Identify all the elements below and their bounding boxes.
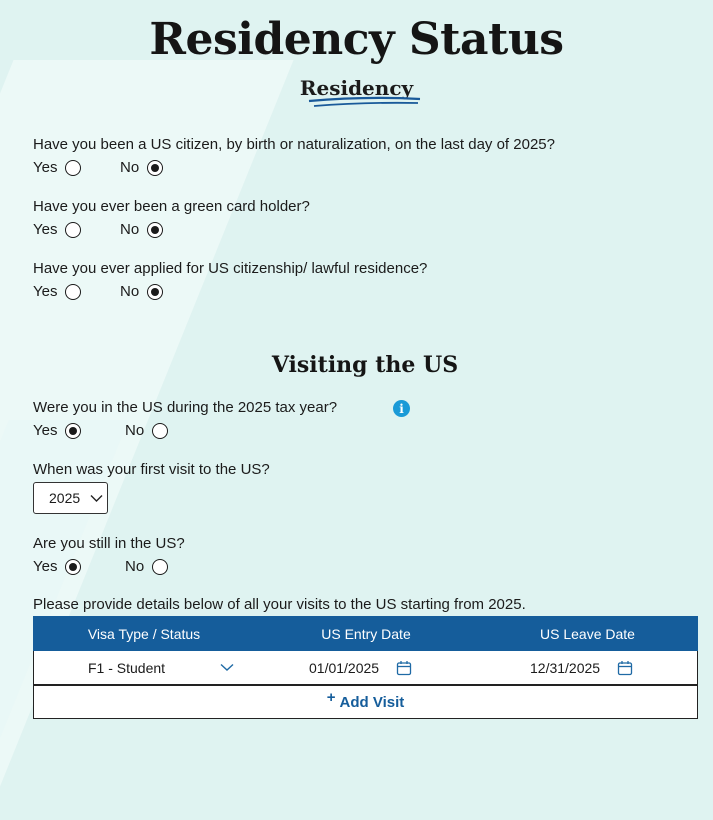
option-us-citizen-no[interactable]: [120, 159, 163, 176]
question-applied-citizenship: Have you ever applied for US citizenship/ lawful residence?: [33, 260, 428, 277]
option-label: No: [120, 283, 140, 300]
option-tax-year-yes[interactable]: [33, 422, 81, 439]
radio-us-citizen-no[interactable]: [147, 160, 163, 176]
option-label: Yes: [33, 221, 58, 238]
section-title-visiting: Visiting the US: [271, 352, 459, 378]
chevron-down-icon: [90, 494, 103, 503]
option-green-card-no[interactable]: [120, 221, 163, 238]
leave-date-value: 12/31/2025: [530, 659, 601, 676]
option-tax-year-no[interactable]: [125, 422, 168, 439]
option-still-no[interactable]: [125, 558, 168, 575]
column-header-entry: US Entry Date: [321, 625, 411, 642]
radio-applied-yes[interactable]: [65, 284, 81, 300]
option-still-yes[interactable]: [33, 558, 81, 575]
page-title: Residency Status: [149, 14, 564, 65]
visa-type-select[interactable]: [34, 651, 256, 685]
option-label: Yes: [33, 283, 58, 300]
question-us-citizen: Have you been a US citizen, by birth or naturalization, on the last day of 2025?: [33, 136, 555, 153]
option-label: Yes: [33, 422, 58, 439]
add-visit-label: Add Visit: [339, 693, 405, 711]
entry-date-field[interactable]: [256, 651, 478, 685]
option-applied-no[interactable]: [120, 283, 163, 300]
tab-underline: [306, 96, 424, 108]
tab-residency[interactable]: Residency: [299, 76, 414, 100]
leave-date-field[interactable]: [478, 651, 699, 685]
add-visit-button[interactable]: [33, 685, 698, 719]
radio-still-no[interactable]: [152, 559, 168, 575]
visits-table: [33, 616, 698, 719]
question-tax-year: Were you in the US during the 2025 tax year?: [33, 399, 338, 416]
option-label: No: [120, 159, 140, 176]
radio-us-citizen-yes[interactable]: [65, 160, 81, 176]
question-first-visit: When was your first visit to the US?: [33, 461, 270, 478]
option-applied-yes[interactable]: [33, 283, 81, 300]
radio-green-card-yes[interactable]: [65, 222, 81, 238]
visits-details-prompt: Please provide details below of all your visits to the US starting from 2025.: [33, 596, 526, 613]
radio-applied-no[interactable]: [147, 284, 163, 300]
option-green-card-yes[interactable]: [33, 221, 81, 238]
option-label: No: [120, 221, 140, 238]
select-value: 2025: [49, 490, 81, 506]
info-icon[interactable]: i: [393, 400, 410, 417]
question-still-in-us: Are you still in the US?: [33, 535, 185, 552]
option-label: No: [125, 558, 145, 575]
option-label: Yes: [33, 558, 58, 575]
radio-tax-year-yes[interactable]: [65, 423, 81, 439]
visa-type-value: F1 - Student: [88, 659, 166, 676]
option-label: Yes: [33, 159, 58, 176]
column-header-leave: US Leave Date: [540, 625, 635, 642]
table-header: [33, 616, 698, 651]
table-row: [33, 651, 698, 685]
option-us-citizen-yes[interactable]: [33, 159, 81, 176]
entry-date-value: 01/01/2025: [309, 659, 380, 676]
column-header-visa: Visa Type / Status: [87, 625, 201, 642]
radio-green-card-no[interactable]: [147, 222, 163, 238]
radio-tax-year-no[interactable]: [152, 423, 168, 439]
radio-still-yes[interactable]: [65, 559, 81, 575]
question-green-card: Have you ever been a green card holder?: [33, 198, 310, 215]
chevron-down-icon: [220, 663, 234, 672]
plus-icon: +: [326, 688, 336, 706]
calendar-icon[interactable]: [617, 660, 633, 676]
option-label: No: [125, 422, 145, 439]
calendar-icon[interactable]: [396, 660, 412, 676]
first-visit-year-select[interactable]: [33, 482, 108, 514]
